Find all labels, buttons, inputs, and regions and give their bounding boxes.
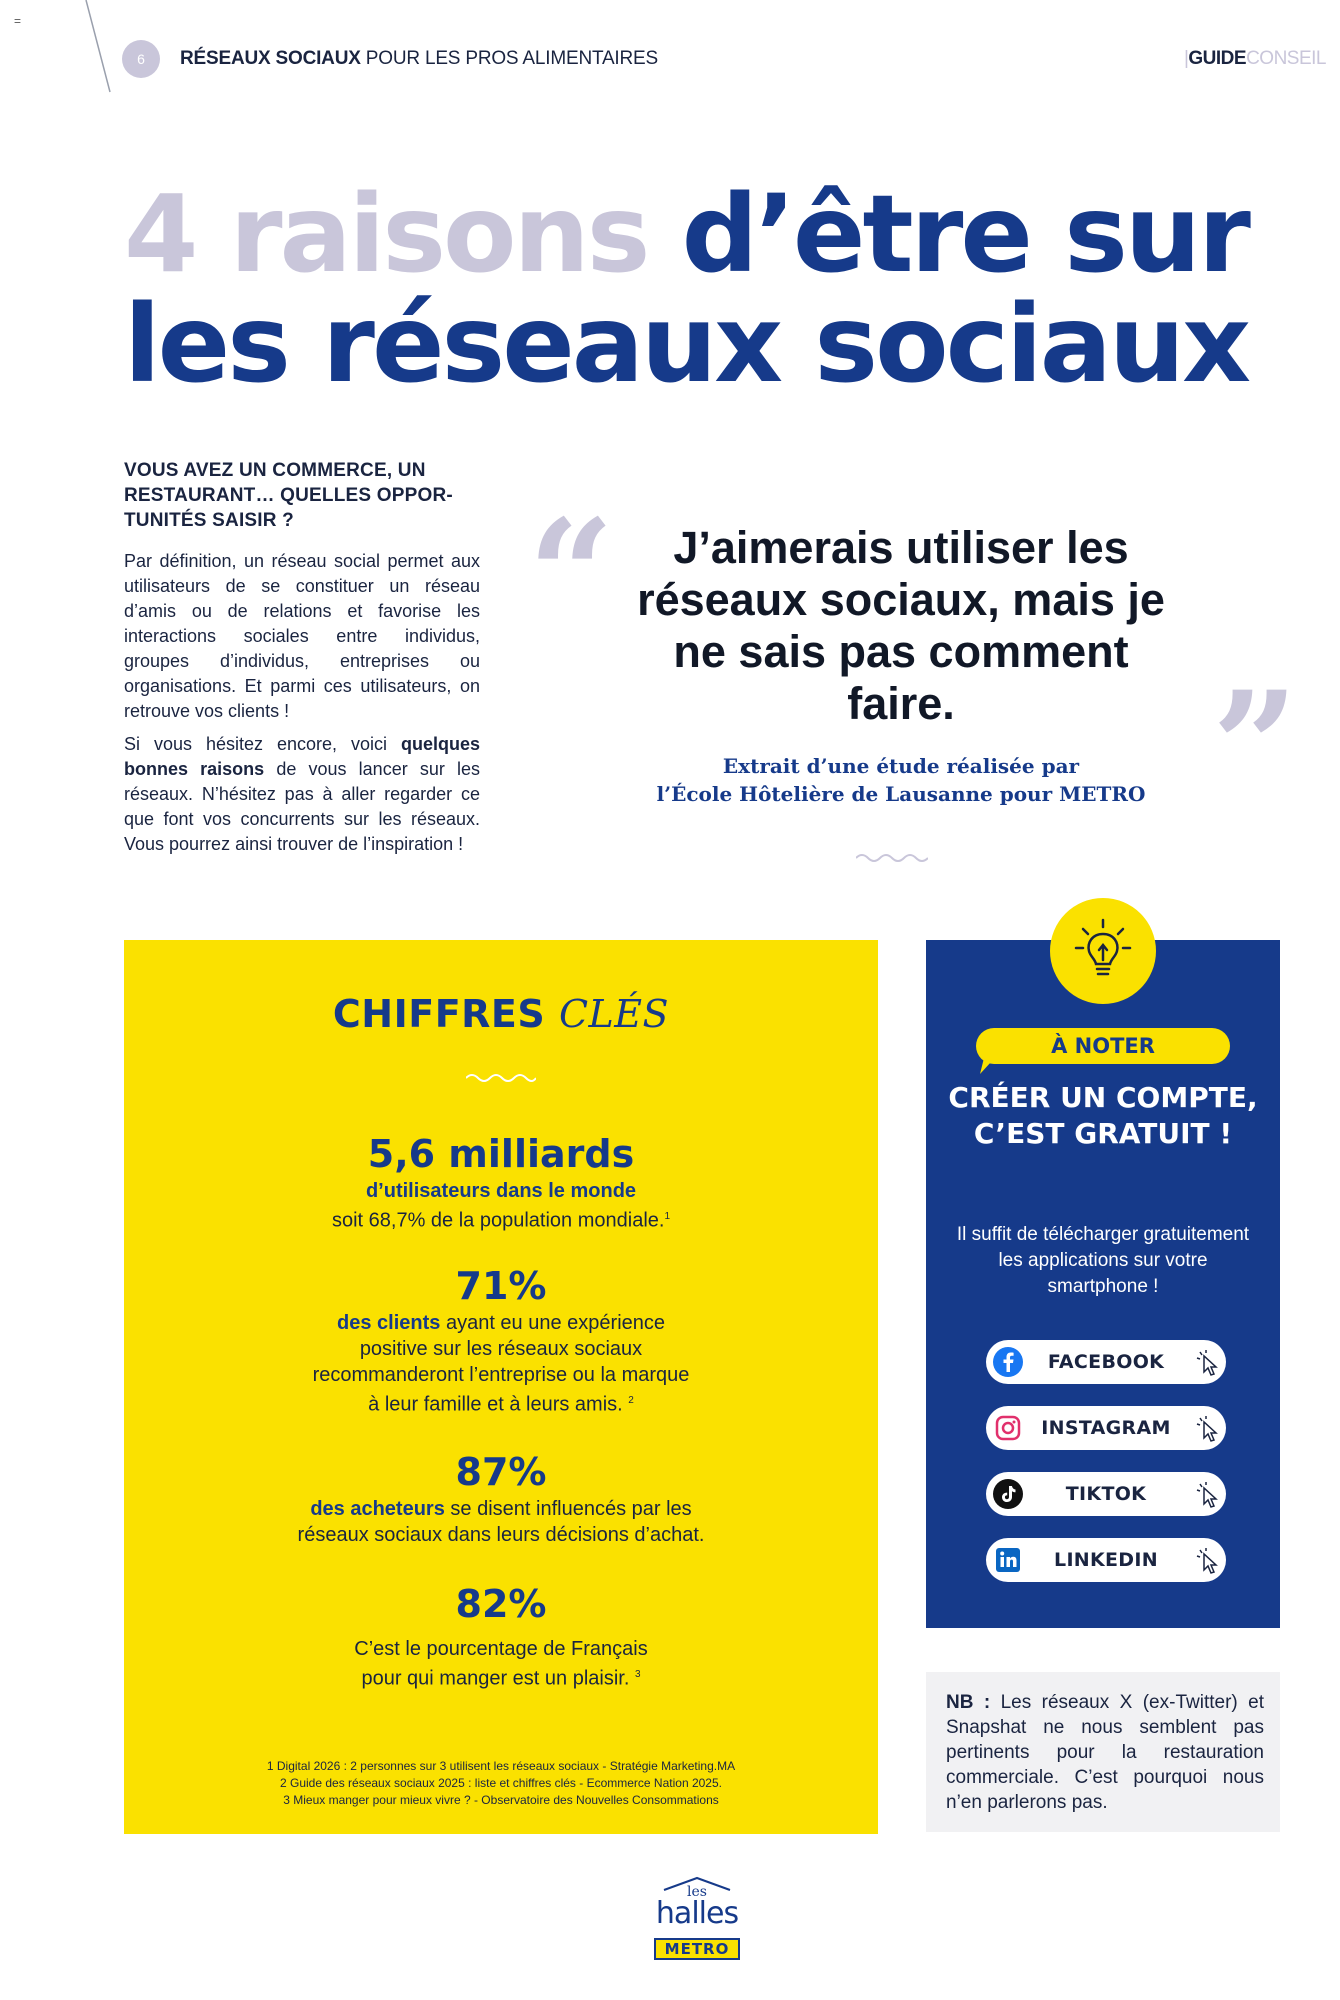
intro-paragraph-2: [124, 732, 480, 857]
stat-value: 87%: [455, 1450, 547, 1494]
linkedin-label: LINKEDIN: [1054, 1549, 1158, 1571]
tiktok-button[interactable]: [986, 1472, 1226, 1516]
brand-guide-conseil: [1184, 48, 1326, 70]
wave-divider: [856, 852, 928, 864]
footnote-ref: 1: [664, 1211, 670, 1222]
lightbulb-icon: [1050, 898, 1156, 1004]
open-quote-mark: “: [528, 487, 615, 663]
page-title: [124, 173, 1304, 407]
intro-p2-bold: quelques bonnes raisons: [124, 734, 480, 779]
pull-quote: J’aimerais utiliser les réseaux sociaux, mais je ne sais pas comment faire.: [637, 522, 1165, 729]
nb-label: NB :: [946, 1692, 991, 1713]
stat-value: 82%: [455, 1582, 547, 1626]
logo-line-3: METRO: [654, 1938, 740, 1960]
stat-buyers: [124, 1448, 878, 1548]
stat-line: [124, 1204, 878, 1234]
stat-users: [124, 1130, 878, 1234]
stat-text-bold: des acheteurs: [310, 1498, 445, 1520]
logo-line-1: les: [687, 1884, 707, 1900]
linkedin-button[interactable]: [986, 1538, 1226, 1582]
stat-line: C’est le pourcentage de Français: [354, 1638, 648, 1660]
footnotes: [124, 1758, 878, 1809]
footnote-ref: 3: [634, 1669, 641, 1680]
lightbulb-badge: [1050, 898, 1156, 1004]
les-halles-metro-logo: [650, 1876, 744, 1962]
stat-text: à leur famille et à leurs amis.: [368, 1393, 623, 1416]
stat-line: réseaux sociaux dans leurs décisions d’achat.: [297, 1524, 705, 1546]
stat-french: [124, 1580, 878, 1692]
brand-separator: |: [1183, 48, 1189, 69]
stat-text: ayant eu une expérience: [440, 1312, 665, 1334]
stat-line: recommanderont l’entreprise ou la marque: [312, 1364, 690, 1386]
key-figures-title-main: CHIFFRES: [332, 992, 546, 1036]
footnote-1: 1 Digital 2026 : 2 personnes sur 3 utilisent les réseaux sociaux - Stratégie Marketing.MA: [266, 1759, 736, 1773]
intro-p2-end: de vous lancer sur les réseaux. N’hésitez pas à aller regarder ce que font vos concurrents sur les réseaux. Vous pourrez ainsi trouver de l’inspiration !: [124, 759, 481, 854]
note-tag: À NOTER: [976, 1028, 1230, 1064]
footnote-ref: 2: [628, 1395, 634, 1406]
title-rest: d’être sur les réseaux sociaux: [124, 173, 1249, 407]
decorative-diagonal-line: [0, 0, 120, 100]
quote-source-line-2: l’École Hôtelière de Lausanne pour METRO: [656, 782, 1146, 806]
stat-line: positive sur les réseaux sociaux: [359, 1338, 643, 1360]
close-quote-mark: ”: [1212, 659, 1299, 835]
stat-line: d’utilisateurs dans le monde: [365, 1180, 637, 1202]
stat-text: soit 68,7% de la population mondiale.: [331, 1209, 665, 1232]
cursor-icon: [1196, 1548, 1220, 1574]
running-head-bold: RÉSEAUX SOCIAUX: [180, 48, 361, 69]
intro-heading: VOUS AVEZ UN COMMERCE, UN RESTAURANT… QUELLES OPPOR-TUNITÉS SAISIR ?: [124, 460, 453, 531]
note-title: CRÉER UN COMPTE, C’EST GRATUIT !: [948, 1081, 1258, 1150]
logo-line-2: halles: [655, 1896, 739, 1931]
cursor-icon: [1196, 1416, 1220, 1442]
running-head-rest: POUR LES PROS ALIMENTAIRES: [360, 48, 658, 69]
footnote-2: 2 Guide des réseaux sociaux 2025 : liste et chiffres clés - Ecommerce Nation 2025.: [279, 1776, 722, 1790]
note-text: Il suffit de télécharger gratuitement les applications sur votre smartphone !: [956, 1224, 1250, 1297]
key-figures-title-italic: CLÉS: [558, 992, 670, 1036]
tiktok-icon: [990, 1476, 1026, 1512]
intro-paragraph-1: Par définition, un réseau social permet aux utilisateurs de se constituer un réseau d’amis ou de relations et favorise les interactions sociales entre individus, groupes d’individus, entreprises ou organisations. Et parmi ces utilisateurs, on retrouve vos clients !: [124, 551, 480, 721]
wave-divider-yellow: [466, 1072, 536, 1084]
intro-column: [124, 458, 480, 865]
tiktok-label: TIKTOK: [1065, 1483, 1147, 1505]
stat-clients: [124, 1262, 878, 1418]
instagram-icon: [990, 1410, 1026, 1446]
stat-line: [124, 1310, 878, 1336]
key-figures-title: [124, 992, 878, 1036]
linkedin-icon: [990, 1542, 1026, 1578]
instagram-button[interactable]: [986, 1406, 1226, 1450]
stat-line: [124, 1388, 878, 1418]
stat-value: 71%: [455, 1264, 547, 1308]
nb-body: Les réseaux X (ex-Twitter) et Snapshat ne nous semblent pas pertinents pour la restauration commerciale. C’est pourquoi nous n’en parlerons pas.: [946, 1692, 1264, 1813]
cursor-icon: [1196, 1350, 1220, 1376]
footnote-3: 3 Mieux manger pour mieux vivre ? - Observatoire des Nouvelles Consommations: [283, 1793, 719, 1807]
instagram-label: INSTAGRAM: [1041, 1417, 1171, 1439]
stat-line: [124, 1496, 878, 1522]
title-highlight: 4 raisons: [124, 173, 648, 297]
quote-source: [616, 752, 1186, 808]
stat-value: 5,6 milliards: [367, 1132, 635, 1176]
brand-conseil: CONSEIL: [1246, 48, 1326, 69]
facebook-button[interactable]: [986, 1340, 1226, 1384]
nb-text: [946, 1690, 1264, 1815]
running-head: [180, 48, 658, 70]
stat-text: pour qui manger est un plaisir.: [361, 1667, 630, 1690]
page-number: 6: [122, 40, 160, 78]
stat-line: [124, 1662, 878, 1692]
facebook-icon: [990, 1344, 1026, 1380]
brand-guide: GUIDE: [1188, 48, 1247, 69]
facebook-label: FACEBOOK: [1047, 1351, 1165, 1373]
corner-mark: =: [14, 14, 22, 28]
stat-text-bold: des clients: [337, 1312, 441, 1334]
cursor-icon: [1196, 1482, 1220, 1508]
stat-text: se disent influencés par les: [444, 1498, 692, 1520]
quote-source-line-1: Extrait d’une étude réalisée par: [722, 754, 1080, 778]
intro-p2-start: Si vous hésitez encore, voici: [124, 734, 401, 754]
